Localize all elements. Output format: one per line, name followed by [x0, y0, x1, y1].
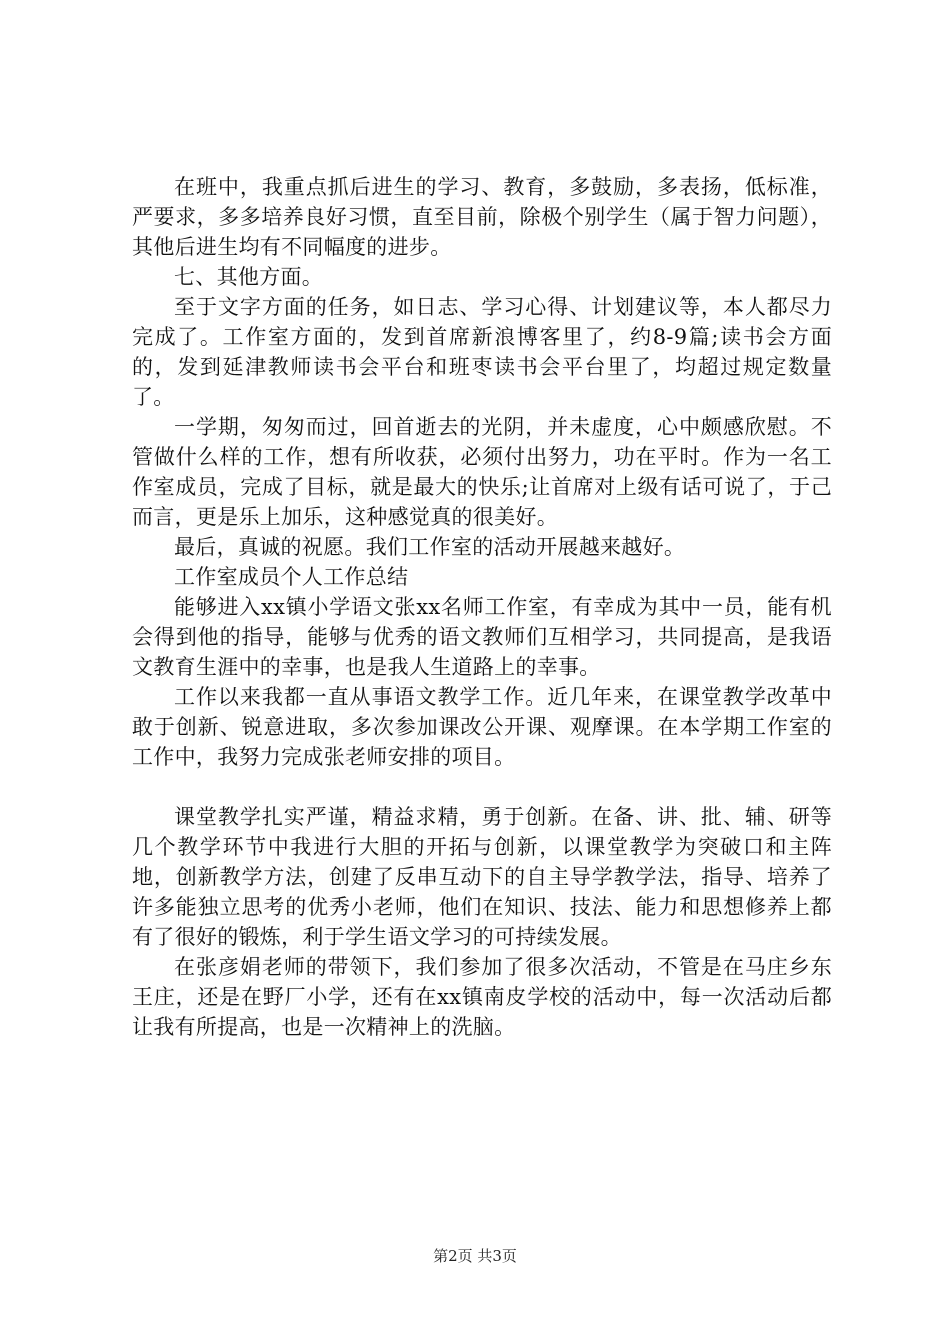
page-number-footer: 第2页 共3页 [433, 1247, 517, 1265]
paragraph-writing-tasks: 至于文字方面的任务，如日志、学习心得、计划建议等，本人都尽力完成了。工作室方面的，发到首席新浪博客里了，约8-9篇;读书会方面的，发到延津教师读书会平台和班枣读书会平台里了，均超过规定数量了。 [132, 295, 832, 409]
paragraph-semester-reflection: 一学期，匆匆而过，回首逝去的光阴，并未虚度，心中颇感欣慰。不管做什么样的工作，想有所收获，必须付出努力，功在平时。作为一名工作室成员，完成了目标，就是最大的快乐;让首席对上级有话可说了，于己而言，更是乐上加乐，这种感觉真的很美好。 [132, 415, 832, 529]
paragraph-closing-wish: 最后，真诚的祝愿。我们工作室的活动开展越来越好。 [174, 535, 686, 559]
document-body [132, 172, 832, 1042]
paragraph-activities: 在张彦娟老师的带领下，我们参加了很多次活动，不管是在马庄乡东王庄，还是在野厂小学，还有在xx镇南皮学校的活动中，每一次活动后都让我有所提高，也是一次精神上的洗脑。 [132, 955, 832, 1039]
paragraph-teaching-work: 工作以来我都一直从事语文教学工作。近几年来，在课堂教学改革中敢于创新、锐意进取，多次参加课改公开课、观摩课。在本学期工作室的工作中，我努力完成张老师安排的项目。 [132, 685, 832, 769]
paragraph-classroom-teaching: 课堂教学扎实严谨，精益求精，勇于创新。在备、讲、批、辅、研等几个教学环节中我进行大胆的开拓与创新，以课堂教学为突破口和主阵地，创新教学方法，创建了反串互动下的自主导学教学法，指导、培养了许多能独立思考的优秀小老师，他们在知识、技法、能力和思想修养上都有了很好的锻炼，利于学生语文学习的可持续发展。 [132, 805, 832, 949]
paragraph-underachiever-students: 在班中，我重点抓后进生的学习、教育，多鼓励，多表扬，低标准，严要求，多多培养良好习惯，直至目前，除极个别学生（属于智力问题），其他后进生均有不同幅度的进步。 [132, 175, 832, 259]
section-heading-other-aspects: 七、其他方面。 [174, 265, 324, 289]
paragraph-joining-studio: 能够进入xx镇小学语文张xx名师工作室，有幸成为其中一员，能有机会得到他的指导，能够与优秀的语文教师们互相学习，共同提高，是我语文教育生涯中的幸事，也是我人生道路上的幸事。 [132, 595, 832, 679]
section-title-personal-summary: 工作室成员个人工作总结 [174, 565, 409, 589]
